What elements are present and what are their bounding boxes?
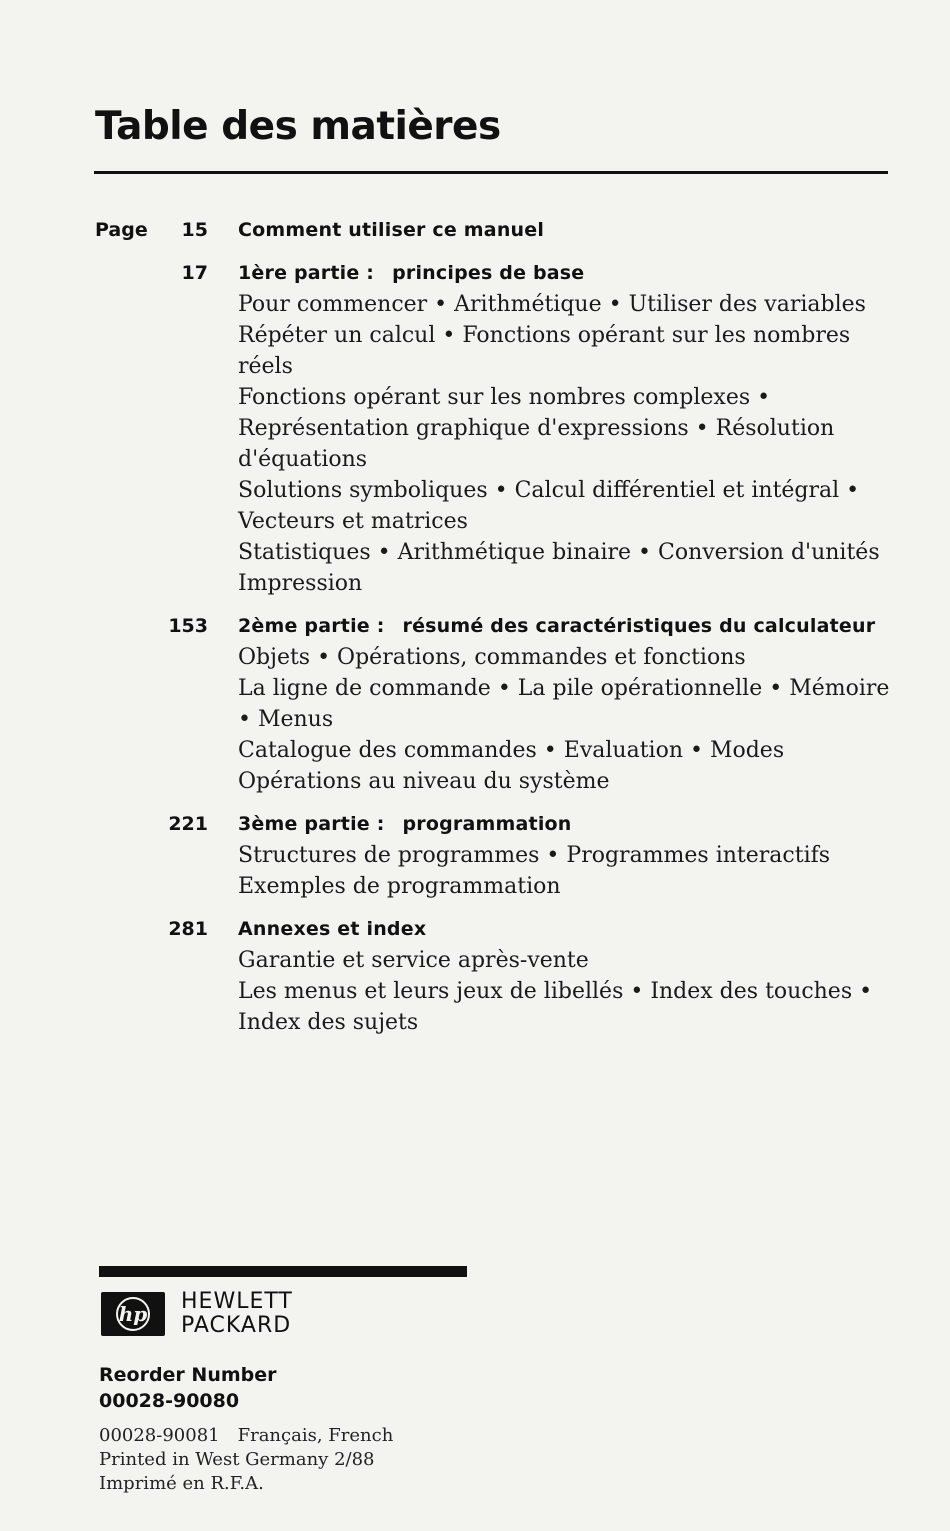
hewlett-packard-logo [101, 1290, 293, 1338]
entry-content [238, 611, 905, 797]
toc-entry [95, 215, 905, 246]
imprime-line: Imprimé en R.F.A. [99, 1473, 264, 1494]
toc-entry [95, 809, 905, 902]
hp-logo-icon [101, 1292, 165, 1336]
toc-entry [95, 611, 905, 797]
entry-heading-text: principes de base [392, 262, 585, 284]
entry-line: Opérations au niveau du système [238, 769, 610, 794]
hp-mark-icon [105, 1295, 161, 1333]
entry-line: Solutions symboliques • Calcul différentiel et intégral • Vecteurs et matrices [238, 478, 860, 534]
entry-content [238, 215, 905, 246]
part-label: 1ère partie : [238, 262, 375, 284]
entry-line: Fonctions opérant sur les nombres complexes • Représentation graphique d'expressions • Résolution d'équations [238, 385, 835, 472]
page-column [95, 914, 238, 1038]
entry-line: Objets • Opérations, commandes et fonctions [238, 645, 746, 670]
entry-line: La ligne de commande • La pile opérationnelle • Mémoire • Menus [238, 676, 890, 732]
hp-mark-text: hp [118, 1302, 148, 1326]
entry-heading [238, 611, 905, 642]
page-number: 281 [168, 918, 208, 940]
reorder-block [99, 1362, 277, 1414]
page-title: Table des matières [95, 104, 501, 149]
entry-heading [238, 258, 905, 289]
page-column [95, 611, 238, 797]
page-number: 15 [181, 219, 208, 241]
colophon-line [99, 1424, 393, 1448]
part-label: 2ème partie : [238, 615, 385, 637]
entry-heading-text: programmation [402, 813, 572, 835]
logo-bar [99, 1266, 467, 1277]
entry-content [238, 258, 905, 599]
entry-line: Répéter un calcul • Fonctions opérant sur les nombres réels [238, 323, 851, 379]
part-label: 3ème partie : [238, 813, 385, 835]
printed-line: Printed in West Germany 2/88 [99, 1449, 375, 1470]
reorder-number: 00028-90080 [99, 1390, 240, 1412]
page-number: 221 [168, 813, 208, 835]
page-column [95, 215, 238, 246]
page-number: 153 [168, 615, 208, 637]
entry-line: Catalogue des commandes • Evaluation • Modes [238, 738, 785, 763]
entry-heading [238, 215, 905, 246]
entry-heading-text: Comment utiliser ce manuel [238, 219, 545, 241]
entry-line: Pour commencer • Arithmétique • Utiliser des variables [238, 292, 866, 317]
table-of-contents [95, 215, 905, 1050]
toc-entry [95, 258, 905, 599]
part-number: 00028-90081 [99, 1425, 220, 1446]
colophon [99, 1424, 393, 1496]
page-column [95, 258, 238, 599]
toc-entry [95, 914, 905, 1038]
logo-line-1: HEWLETT [181, 1289, 293, 1314]
entry-content [238, 809, 905, 902]
entry-heading-text: résumé des caractéristiques du calculateur [402, 615, 876, 637]
page-column [95, 809, 238, 902]
entry-line: Statistiques • Arithmétique binaire • Conversion d'unités Impression [238, 540, 880, 596]
title-divider [94, 171, 888, 174]
entry-line: Les menus et leurs jeux de libellés • Index des touches • Index des sujets [238, 979, 873, 1035]
entry-line: Exemples de programmation [238, 874, 561, 899]
reorder-label: Reorder Number [99, 1364, 277, 1386]
language: Français, French [237, 1425, 394, 1446]
entry-line: Structures de programmes • Programmes interactifs [238, 843, 831, 868]
page-label: Page [95, 219, 148, 241]
logo-wordmark [181, 1290, 293, 1338]
logo-line-2: PACKARD [181, 1313, 292, 1338]
entry-heading [238, 914, 905, 945]
page-number: 17 [181, 262, 208, 284]
entry-line: Garantie et service après-vente [238, 948, 589, 973]
entry-heading [238, 809, 905, 840]
entry-heading-text: Annexes et index [238, 918, 427, 940]
entry-content [238, 914, 905, 1038]
